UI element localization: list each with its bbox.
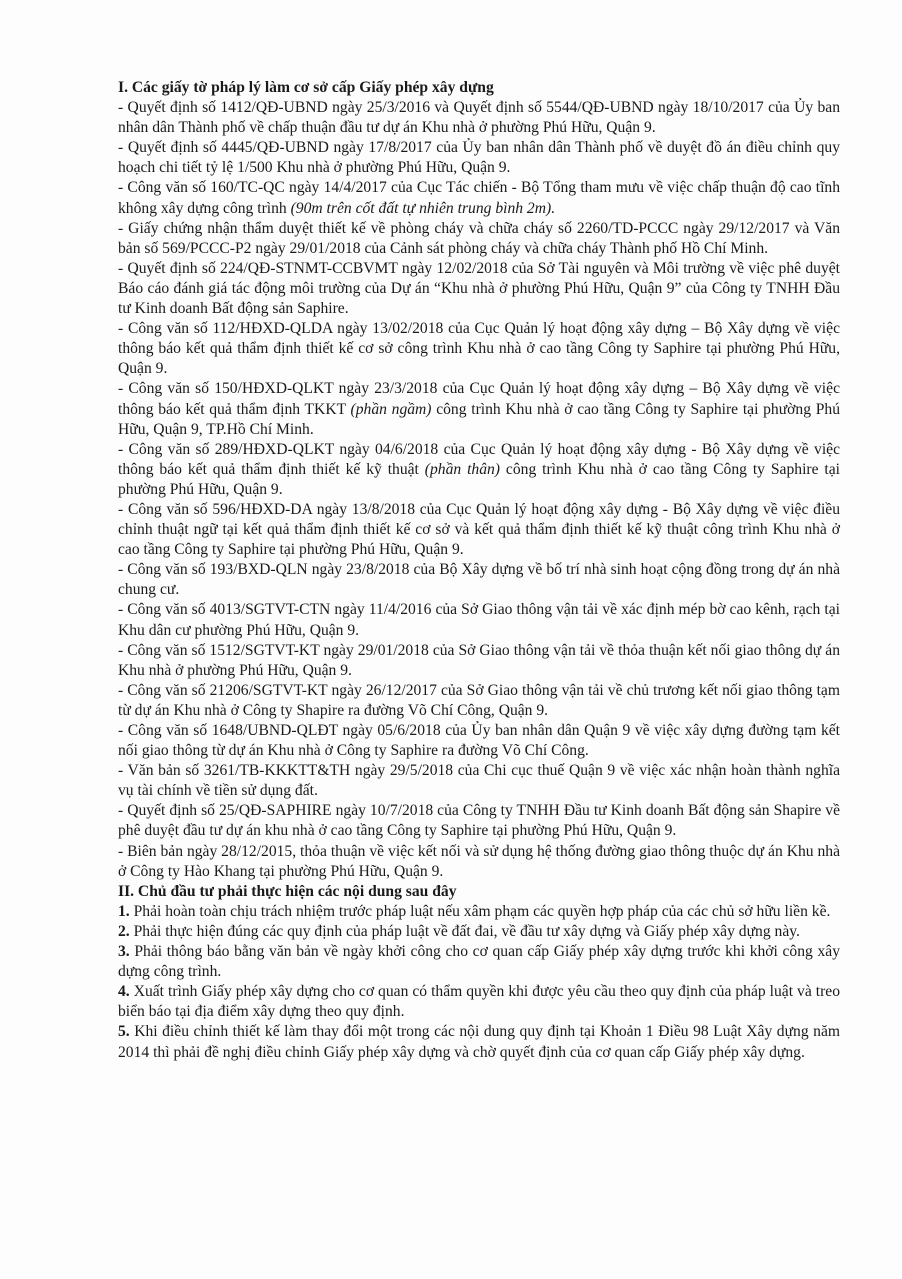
- legal-basis-item: - Công văn số 289/HĐXD-QLKT ngày 04/6/2018 của Cục Quản lý hoạt động xây dựng - Bộ Xây dựng về việc thông báo kết quả thẩm định thiết kế kỹ thuật (phần thân) công trình Khu nhà ở cao tầng Công ty Saphire tại phường Phú Hữu, Quận 9.: [118, 440, 841, 498]
- legal-basis-item: - Công văn số 150/HĐXD-QLKT ngày 23/3/2018 của Cục Quản lý hoạt động xây dựng – Bộ Xây dựng về việc thông báo kết quả thẩm định TKKT (phần ngầm) công trình Khu nhà ở cao tầng Công ty Saphire tại phường Phú Hữu, Quận 9, TP.Hồ Chí Minh.: [118, 380, 840, 438]
- legal-basis-item: - Công văn số 193/BXD-QLN ngày 23/8/2018 của Bộ Xây dựng về bố trí nhà sinh hoạt cộng đồng trong dự án nhà chung cư.: [118, 561, 840, 599]
- item-number: 4.: [118, 983, 130, 1001]
- section-1-list: [118, 98, 840, 882]
- section-1-heading: I. Các giấy tờ pháp lý làm cơ sở cấp Giấy phép xây dựng: [118, 79, 494, 96]
- legal-basis-item: - Văn bản số 3261/TB-KKKTT&TH ngày 29/5/2018 của Chi cục thuế Quận 9 về việc xác nhận hoàn thành nghĩa vụ tài chính về tiền sử dụng đất.: [118, 762, 840, 800]
- legal-basis-item: - Công văn số 21206/SGTVT-KT ngày 26/12/2017 của Sở Giao thông vận tải về chủ trương kết nối giao thông tạm từ dự án Khu nhà ở Công ty Shapire ra đường Võ Chí Công, Quận 9.: [118, 681, 840, 719]
- section-2-heading: II. Chủ đầu tư phải thực hiện các nội dung sau đây: [118, 882, 457, 900]
- legal-basis-item: - Công văn số 1648/UBND-QLĐT ngày 05/6/2018 của Ủy ban nhân dân Quận 9 về việc xây dựng đường tạm kết nối giao thông từ dự án Khu nhà ở Công ty Saphire ra đường Võ Chí Công.: [118, 722, 840, 760]
- legal-basis-item: - Quyết định số 224/QĐ-STNMT-CCBVMT ngày 12/02/2018 của Sở Tài nguyên và Môi trường về việc phê duyệt Báo cáo đánh giá tác động môi trường của Dự án “Khu nhà ở phường Phú Hữu, Quận 9” của Công ty TNHH Đầu tư Kinh doanh Bất động sản Saphire.: [118, 259, 840, 318]
- obligation-item: 2. Phải thực hiện đúng các quy định của pháp luật về đất đai, về đầu tư xây dựng và Giấy phép xây dựng này.: [118, 922, 800, 940]
- legal-basis-item: - Quyết định số 1412/QĐ-UBND ngày 25/3/2016 và Quyết định số 5544/QĐ-UBND ngày 18/10/2017 của Ủy ban nhân dân Thành phố về chấp thuận đầu tư dự án Khu nhà ở phường Phú Hữu, Quận 9.: [118, 99, 840, 137]
- obligation-item: 5. Khi điều chỉnh thiết kế làm thay đổi một trong các nội dung quy định tại Khoản 1 Điều 98 Luật Xây dựng năm 2014 thì phải đề nghị điều chỉnh Giấy phép xây dựng và chờ quyết định của cơ quan cấp Giấy phép xây dựng.: [118, 1023, 840, 1061]
- document-body: [118, 78, 840, 1063]
- item-number: 2.: [118, 922, 130, 940]
- legal-basis-item: - Công văn số 112/HĐXD-QLDA ngày 13/02/2018 của Cục Quản lý hoạt động xây dựng – Bộ Xây dựng về việc thông báo kết quả thẩm định thiết kế cơ sở công trình Khu nhà ở cao tầng Công ty Saphire tại phường Phú Hữu, Quận 9.: [118, 320, 840, 378]
- legal-basis-item: - Biên bản ngày 28/12/2015, thỏa thuận về việc kết nối và sử dụng hệ thống đường giao thông thuộc dự án Khu nhà ở Công ty Hào Khang tại phường Phú Hữu, Quận 9.: [118, 842, 840, 880]
- item-number: 3.: [118, 943, 130, 961]
- obligation-item: 4. Xuất trình Giấy phép xây dựng cho cơ quan có thẩm quyền khi được yêu cầu theo quy định của pháp luật và treo biển báo tại địa điểm xây dựng theo quy định.: [118, 983, 840, 1021]
- legal-basis-item: - Công văn số 1512/SGTVT-KT ngày 29/01/2018 của Sở Giao thông vận tải về thỏa thuận kết nối giao thông dự án Khu nhà ở phường Phú Hữu, Quận 9.: [118, 641, 840, 679]
- legal-basis-item: - Giấy chứng nhận thẩm duyệt thiết kế về phòng cháy và chữa cháy số 2260/TD-PCCC ngày 29/12/2017 và Văn bản số 569/PCCC-P2 ngày 29/01/2018 của Cảnh sát phòng cháy và chữa cháy Thành phố Hồ Chí Minh.: [118, 219, 840, 257]
- legal-basis-item: - Quyết định số 4445/QĐ-UBND ngày 17/8/2017 của Ủy ban nhân dân Thành phố về duyệt đồ án điều chỉnh quy hoạch chi tiết tỷ lệ 1/500 Khu nhà ở phường Phú Hữu, Quận 9.: [118, 139, 840, 177]
- item-number: 1.: [118, 902, 130, 920]
- item-number: 5.: [118, 1023, 130, 1041]
- obligation-item: 1. Phải hoàn toàn chịu trách nhiệm trước pháp luật nếu xâm phạm các quyền hợp pháp của các chủ sở hữu liền kề.: [118, 902, 831, 920]
- legal-basis-item: - Công văn số 4013/SGTVT-CTN ngày 11/4/2016 của Sở Giao thông vận tải về xác định mép bờ cao kênh, rạch tại Khu dân cư phường Phú Hữu, Quận 9.: [118, 601, 840, 639]
- legal-basis-item: - Quyết định số 25/QĐ-SAPHIRE ngày 10/7/2018 của Công ty TNHH Đầu tư Kinh doanh Bất động sản Shapire về phê duyệt đầu tư dự án khu nhà ở cao tầng Công ty Saphire tại phường Phú Hữu, Quận 9.: [118, 802, 840, 840]
- section-2-list: [118, 902, 840, 1063]
- obligation-item: 3. Phải thông báo bằng văn bản về ngày khởi công cho cơ quan cấp Giấy phép xây dựng trước khi khởi công xây dựng công trình.: [118, 943, 840, 981]
- legal-basis-item: - Công văn số 596/HĐXD-DA ngày 13/8/2018 của Cục Quản lý hoạt động xây dựng - Bộ Xây dựng về việc điều chỉnh thuật ngữ tại kết quả thẩm định thiết kế cơ sở và kết quả thẩm định thiết kế kỹ thuật công trình Khu nhà ở cao tầng Công ty Saphire tại phường Phú Hữu, Quận 9.: [118, 500, 840, 559]
- legal-basis-item: - Công văn số 160/TC-QC ngày 14/4/2017 của Cục Tác chiến - Bộ Tổng tham mưu về việc chấp thuận độ cao tĩnh không xây dựng công trình (90m trên cốt đất tự nhiên trung bình 2m).: [118, 179, 840, 217]
